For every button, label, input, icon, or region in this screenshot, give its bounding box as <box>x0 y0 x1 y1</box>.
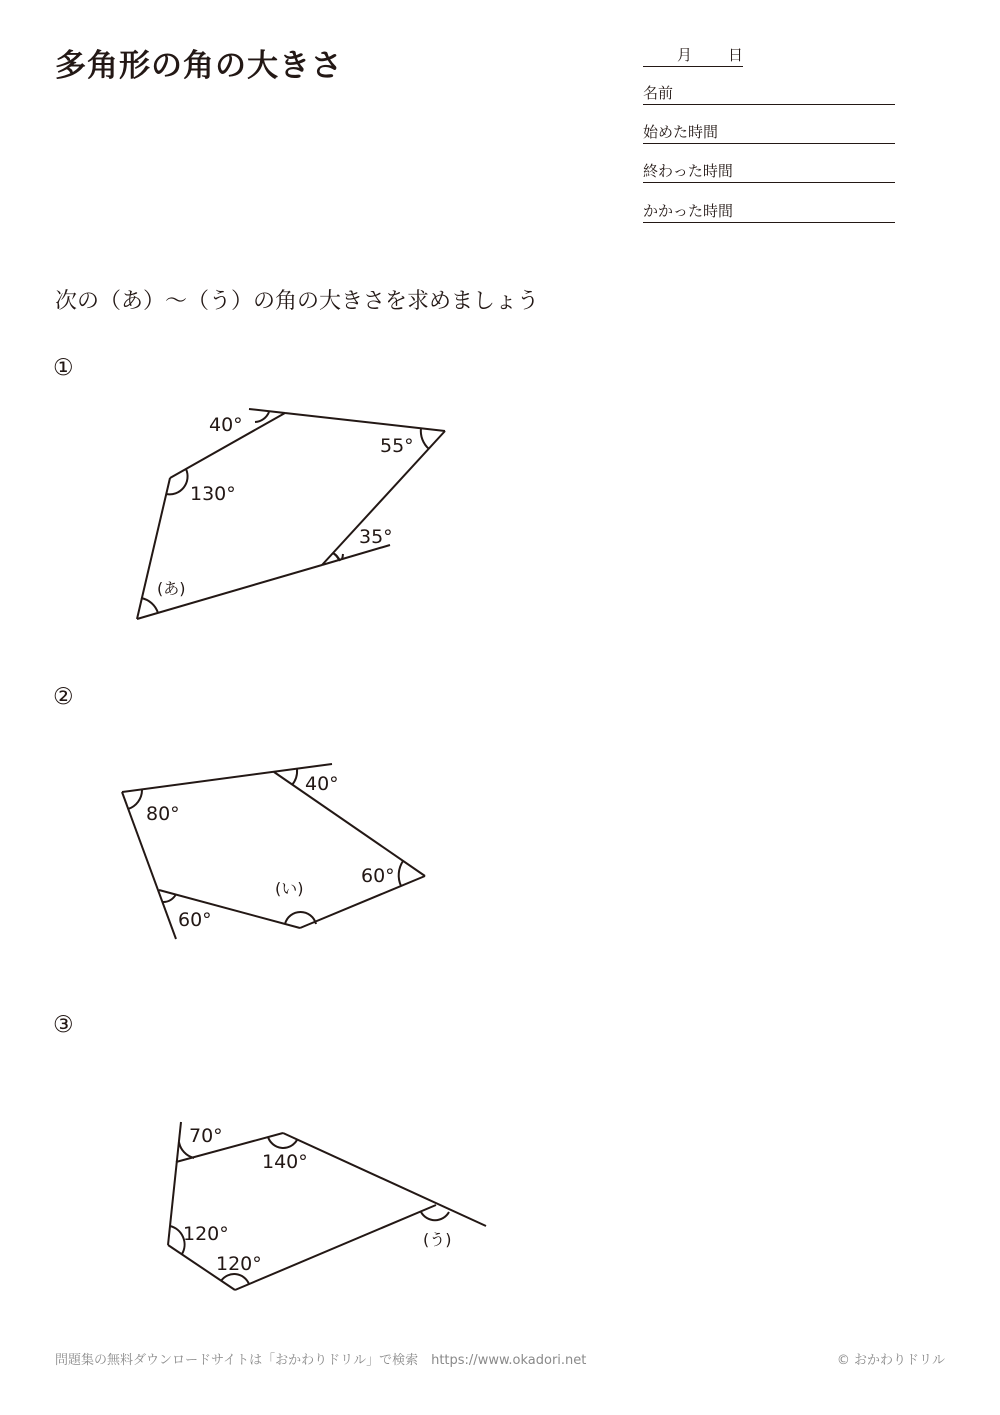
end-time-label: 終わった時間 <box>643 162 733 180</box>
footer-site-text: 問題集の無料ダウンロードサイトは「おかわりドリル」で検索 https://www.okadori.net <box>55 1353 587 1368</box>
fig1-angle-label: 40° <box>209 414 243 436</box>
start-time-label: 始めた時間 <box>643 123 719 141</box>
date-day-label: 日 <box>728 46 744 64</box>
footer-copyright: © おかわりドリル <box>836 1353 945 1368</box>
fig2-angle-label: 60° <box>361 865 395 887</box>
problem-number-2: ② <box>53 684 74 710</box>
date-month-label: 月 <box>677 46 693 64</box>
problem-number-1: ① <box>53 355 74 381</box>
page-title: 多角形の角の大きさ <box>55 48 343 84</box>
fig2-unknown-angle-label: (い) <box>275 879 304 898</box>
polygon-figure-2 <box>122 764 425 939</box>
fig3-unknown-angle-label: (う) <box>423 1230 452 1249</box>
fig1-angle-label: 55° <box>380 435 414 457</box>
fig1-angle-label: 35° <box>359 526 393 548</box>
fig3-angle-label: 70° <box>189 1125 223 1147</box>
fig3-angle-label: 120° <box>183 1223 229 1245</box>
elapsed-time-label: かかった時間 <box>643 202 734 220</box>
fig1-angle-label: 130° <box>190 483 236 505</box>
fig3-angle-label: 140° <box>262 1151 308 1173</box>
fig3-angle-label: 120° <box>216 1253 262 1275</box>
fig1-unknown-angle-label: (あ) <box>157 579 186 598</box>
fig2-angle-label: 60° <box>178 909 212 931</box>
name-label: 名前 <box>643 84 674 102</box>
problem-number-3: ③ <box>53 1012 74 1038</box>
fig2-angle-label: 80° <box>146 803 180 825</box>
fig2-angle-label: 40° <box>305 773 339 795</box>
instruction-text: 次の（あ）～（う）の角の大きさを求めましょう <box>55 289 540 314</box>
